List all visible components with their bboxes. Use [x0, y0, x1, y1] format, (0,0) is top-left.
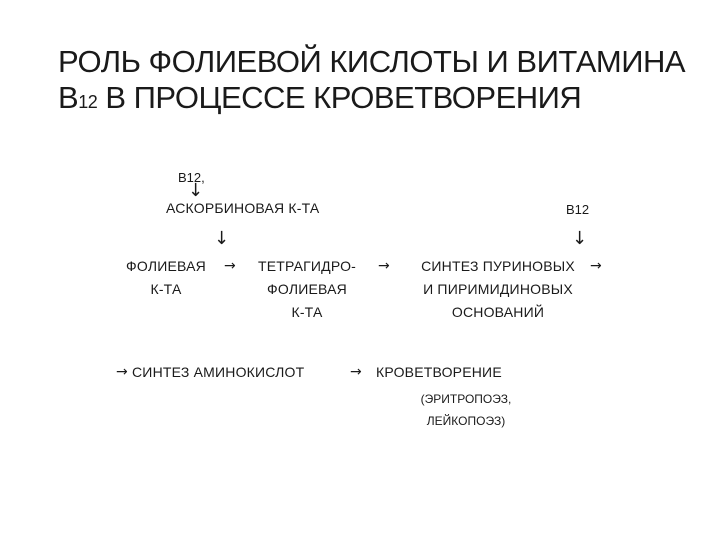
b12-cofactor-label: В12,: [178, 170, 205, 185]
title-b: В: [58, 80, 79, 115]
slide-title: [58, 44, 698, 120]
down-arrow-icon: ↓: [214, 228, 230, 249]
right-arrow-icon: →: [590, 258, 602, 274]
purine-pyrimidine-synthesis-node: [398, 258, 598, 320]
hematopoiesis-node: КРОВЕТВОРЕНИЕ: [376, 364, 502, 380]
right-arrow-icon: →: [224, 258, 236, 274]
note-line-2: ЛЕЙКОПОЭЗ): [426, 414, 506, 428]
purine-line-1: СИНТЕЗ ПУРИНОВЫХ: [421, 258, 575, 274]
folic-line-1: ФОЛИЕВАЯ: [126, 258, 206, 274]
purine-line-2: И ПИРИМИДИНОВЫХ: [423, 281, 573, 297]
tetra-line-3: К-ТА: [291, 304, 323, 320]
folic-acid-node: [110, 258, 222, 297]
purine-line-3: ОСНОВАНИЙ: [451, 304, 545, 320]
tetrahydrofolic-acid-node: [242, 258, 372, 320]
tetra-line-2: ФОЛИЕВАЯ: [267, 281, 347, 297]
amino-acid-synthesis-node: СИНТЕЗ АМИНОКИСЛОТ: [132, 364, 305, 380]
title-b-subscript: 12: [78, 92, 98, 112]
right-arrow-icon: →: [378, 258, 390, 274]
ascorbic-acid-label: АСКОРБИНОВАЯ К-ТА: [166, 200, 320, 216]
hematopoiesis-note: [396, 392, 536, 428]
title-line-2: [58, 80, 698, 120]
right-arrow-icon: →: [116, 364, 128, 380]
down-arrow-icon: ↓: [188, 180, 204, 201]
title-line-2-rest: В ПРОЦЕССЕ КРОВЕТВОРЕНИЯ: [97, 80, 582, 115]
note-line-1: (ЭРИТРОПОЭЗ,: [420, 392, 512, 406]
tetra-line-1: ТЕТРАГИДРО-: [257, 258, 357, 274]
folic-line-2: К-ТА: [150, 281, 182, 297]
b12-right-label: В12: [566, 202, 590, 217]
right-arrow-icon: →: [350, 364, 362, 380]
title-line-1: РОЛЬ ФОЛИЕВОЙ КИСЛОТЫ И ВИТАМИНА: [58, 44, 686, 79]
down-arrow-icon: ↓: [572, 228, 588, 249]
